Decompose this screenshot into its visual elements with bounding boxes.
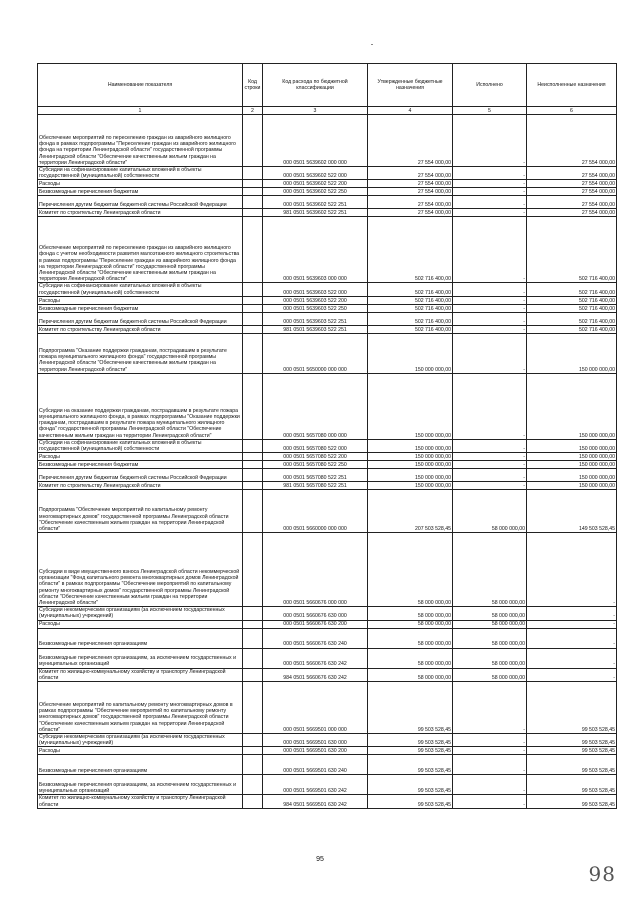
table-row: [38, 439, 617, 452]
row-name: Безвозмездные перечисления организациям: [38, 755, 243, 775]
row-line-code: [243, 296, 263, 304]
row-expense-code: 984 0501 5669501 630 242: [263, 795, 368, 808]
row-name: Подпрограмма "Оказание поддержки гражданам, пострадавшим в результате пожара муниципального жилищного фонда" государственной программы Ленинградской области "Обеспечение качественным жильем граждан на территории Ленинградской области": [38, 333, 243, 373]
row-approved: 58 000 000,00: [368, 533, 453, 607]
scan-speck: [371, 44, 373, 45]
row-name: Перечисления другим бюджетам бюджетной системы Российской Федерации: [38, 196, 243, 209]
row-expense-code: 981 0501 5639603 522 251: [263, 325, 368, 333]
row-executed: -: [453, 209, 527, 217]
row-line-code: [243, 734, 263, 747]
row-line-code: [243, 115, 263, 167]
row-name: Безвозмездные перечисления бюджетам: [38, 304, 243, 312]
row-unexecuted: 99 503 528,45: [527, 682, 617, 734]
row-name: Расходы: [38, 296, 243, 304]
row-line-code: [243, 533, 263, 607]
row-name: Обеспечение мероприятий по капитальному ремонту многоквартирных домов в рамках подпрограммы "Обеспечение мероприятий по капитальному ремонту многоквартирных домов" государственной программы Ленинградской области "Обеспечение качественным жильем граждан на территории Ленинградской области": [38, 682, 243, 734]
report-sheet: [37, 63, 616, 809]
row-executed: 58 000 000,00: [453, 607, 527, 620]
row-approved: 150 000 000,00: [368, 482, 453, 490]
row-expense-code: 000 0501 5657080 522 000: [263, 439, 368, 452]
row-unexecuted: 502 716 400,00: [527, 217, 617, 283]
row-approved: 58 000 000,00: [368, 648, 453, 668]
row-approved: 99 503 528,45: [368, 755, 453, 775]
row-unexecuted: 150 000 000,00: [527, 439, 617, 452]
row-executed: -: [453, 217, 527, 283]
row-executed: -: [453, 167, 527, 180]
row-executed: -: [453, 482, 527, 490]
table-body: [38, 115, 617, 809]
table-row: [38, 312, 617, 325]
row-expense-code: 000 0501 5657080 522 250: [263, 461, 368, 469]
row-name: Подпрограмма "Обеспечение мероприятий по капитальному ремонту многоквартирных домов" государственной программы Ленинградской области "Обеспечение качественным жильем граждан на территории Ленинградской области": [38, 490, 243, 533]
row-line-code: [243, 648, 263, 668]
table-row: [38, 167, 617, 180]
row-line-code: [243, 775, 263, 795]
row-expense-code: 000 0501 5669501 630 200: [263, 747, 368, 755]
row-name: Комитет по жилищно-коммунальному хозяйству и транспорту Ленинградской области: [38, 668, 243, 681]
row-line-code: [243, 461, 263, 469]
row-unexecuted: 27 554 000,00: [527, 115, 617, 167]
row-approved: 27 554 000,00: [368, 180, 453, 188]
row-executed: -: [453, 312, 527, 325]
row-expense-code: 981 0501 5639602 522 251: [263, 209, 368, 217]
row-line-code: [243, 217, 263, 283]
column-number-row: [38, 107, 617, 115]
row-expense-code: 981 0501 5657080 522 251: [263, 482, 368, 490]
row-expense-code: 000 0501 5660676 630 200: [263, 620, 368, 628]
row-name: Субсидии на софинансирование капитальных вложений в объекты государственной (муниципальной) собственности: [38, 439, 243, 452]
table-row: [38, 747, 617, 755]
table-row: [38, 607, 617, 620]
row-name: Обеспечение мероприятий по переселению граждан из аварийного жилищного фонда с учетом необходимости развития малоэтажного жилищного строительства в рамках подпрограммы "Переселение граждан из аварийного жилищного фонда на территории Ленинградской области" государственной программы Ленинградской области "Обеспечение качественным жильем граждан на территории Ленинградской области": [38, 217, 243, 283]
row-expense-code: 000 0501 5660676 630 000: [263, 607, 368, 620]
row-line-code: [243, 628, 263, 648]
row-line-code: [243, 490, 263, 533]
row-name: Обеспечение мероприятий по переселению граждан из аварийного жилищного фонда в рамках подпрограммы "Переселение граждан из аварийного жилищного фонда на территории Ленинградской области" государственной программы Ленинградской области "Обеспечение качественным жильем граждан на территории Ленинградской области": [38, 115, 243, 167]
row-executed: -: [453, 453, 527, 461]
row-approved: 99 503 528,45: [368, 734, 453, 747]
row-expense-code: 000 0501 5639602 522 200: [263, 180, 368, 188]
row-expense-code: 000 0501 5657080 522 200: [263, 453, 368, 461]
table-row: [38, 795, 617, 808]
row-approved: 150 000 000,00: [368, 461, 453, 469]
row-approved: 502 716 400,00: [368, 312, 453, 325]
table-row: [38, 304, 617, 312]
table-row: [38, 469, 617, 482]
row-executed: -: [453, 304, 527, 312]
row-approved: 502 716 400,00: [368, 325, 453, 333]
row-name: Комитет по жилищно-коммунальному хозяйству и транспорту Ленинградской области: [38, 795, 243, 808]
row-line-code: [243, 188, 263, 196]
table-row: [38, 209, 617, 217]
row-line-code: [243, 795, 263, 808]
row-executed: -: [453, 180, 527, 188]
row-unexecuted: 150 000 000,00: [527, 461, 617, 469]
row-executed: -: [453, 682, 527, 734]
table-row: [38, 180, 617, 188]
table-row: [38, 668, 617, 681]
header-expense-code: Код расхода по бюджетной классификации: [263, 64, 368, 107]
row-name: Расходы: [38, 747, 243, 755]
row-expense-code: 000 0501 5650000 000 000: [263, 333, 368, 373]
row-expense-code: 000 0501 5639602 522 251: [263, 196, 368, 209]
header-row: [38, 64, 617, 107]
row-executed: -: [453, 795, 527, 808]
row-approved: 27 554 000,00: [368, 209, 453, 217]
row-unexecuted: 149 503 528,45: [527, 490, 617, 533]
row-approved: 99 503 528,45: [368, 795, 453, 808]
row-unexecuted: 502 716 400,00: [527, 312, 617, 325]
row-expense-code: 000 0501 5657080 000 000: [263, 373, 368, 439]
header-unexecuted: Неисполненные назначения: [527, 64, 617, 107]
table-row: [38, 482, 617, 490]
row-name: Безвозмездные перечисления организациям, за исключением государственных и муниципальных организаций: [38, 648, 243, 668]
row-unexecuted: 502 716 400,00: [527, 325, 617, 333]
row-line-code: [243, 304, 263, 312]
row-approved: 58 000 000,00: [368, 620, 453, 628]
row-approved: 502 716 400,00: [368, 283, 453, 296]
row-executed: -: [453, 325, 527, 333]
row-line-code: [243, 196, 263, 209]
row-expense-code: 000 0501 5639603 522 000: [263, 283, 368, 296]
table-row: [38, 734, 617, 747]
table-row: [38, 188, 617, 196]
row-expense-code: 000 0501 5639602 522 250: [263, 188, 368, 196]
header-line-code: Код строки: [243, 64, 263, 107]
row-unexecuted: 150 000 000,00: [527, 469, 617, 482]
row-line-code: [243, 747, 263, 755]
row-unexecuted: 99 503 528,45: [527, 734, 617, 747]
row-executed: -: [453, 755, 527, 775]
row-line-code: [243, 439, 263, 452]
row-unexecuted: 99 503 528,45: [527, 747, 617, 755]
row-name: Безвозмездные перечисления организациям: [38, 628, 243, 648]
row-name: Расходы: [38, 620, 243, 628]
row-line-code: [243, 209, 263, 217]
row-expense-code: 000 0501 5639603 522 251: [263, 312, 368, 325]
row-executed: -: [453, 747, 527, 755]
row-approved: 27 554 000,00: [368, 188, 453, 196]
row-approved: 27 554 000,00: [368, 167, 453, 180]
row-executed: -: [453, 115, 527, 167]
row-line-code: [243, 469, 263, 482]
row-executed: 58 000 000,00: [453, 668, 527, 681]
row-line-code: [243, 453, 263, 461]
row-expense-code: 000 0501 5669501 630 000: [263, 734, 368, 747]
column-number: 1: [38, 107, 243, 115]
handwritten-page-stamp: 98: [588, 862, 616, 886]
table-row: [38, 775, 617, 795]
row-line-code: [243, 283, 263, 296]
row-unexecuted: 27 554 000,00: [527, 196, 617, 209]
row-approved: 27 554 000,00: [368, 115, 453, 167]
header-name: Наименование показателя: [38, 64, 243, 107]
table-row: [38, 648, 617, 668]
table-row: [38, 682, 617, 734]
page-number: 95: [316, 856, 324, 863]
row-executed: -: [453, 439, 527, 452]
row-executed: -: [453, 283, 527, 296]
row-name: Субсидии в виде имущественного взноса Ленинградской области некоммерческой организации "Фонд капитального ремонта многоквартирных домов Ленинградской области" в рамках подпрограммы "Обеспечение мероприятий по капитальному ремонту многоквартирных домов" государственной программы Ленинградской области "Обеспечение качественным жильем граждан на территории Ленинградской области": [38, 533, 243, 607]
row-executed: 58 000 000,00: [453, 620, 527, 628]
row-unexecuted: 502 716 400,00: [527, 296, 617, 304]
row-expense-code: 000 0501 5669501 630 242: [263, 775, 368, 795]
row-expense-code: 000 0501 5639602 522 000: [263, 167, 368, 180]
column-number: 3: [263, 107, 368, 115]
table-row: [38, 333, 617, 373]
row-line-code: [243, 325, 263, 333]
row-executed: 58 000 000,00: [453, 490, 527, 533]
row-name: Субсидии на оказание поддержки гражданам, пострадавшим в результате пожара муниципального жилищного фонда, в рамках подпрограммы "Оказание поддержки гражданам, пострадавшим в результате пожара муниципального жилищного фонда" государственной программы Ленинградской области "Обеспечение качественным жильем граждан на территории Ленинградской области": [38, 373, 243, 439]
row-name: Комитет по строительству Ленинградской области: [38, 325, 243, 333]
row-executed: -: [453, 188, 527, 196]
row-line-code: [243, 682, 263, 734]
column-number: 4: [368, 107, 453, 115]
row-unexecuted: -: [527, 533, 617, 607]
row-line-code: [243, 668, 263, 681]
table-row: [38, 453, 617, 461]
row-line-code: [243, 620, 263, 628]
row-executed: -: [453, 734, 527, 747]
row-unexecuted: 27 554 000,00: [527, 188, 617, 196]
row-expense-code: 000 0501 5660676 630 240: [263, 628, 368, 648]
row-approved: 58 000 000,00: [368, 607, 453, 620]
row-expense-code: 000 0501 5639602 000 000: [263, 115, 368, 167]
row-unexecuted: 99 503 528,45: [527, 795, 617, 808]
row-approved: 150 000 000,00: [368, 333, 453, 373]
row-unexecuted: 150 000 000,00: [527, 453, 617, 461]
row-unexecuted: -: [527, 607, 617, 620]
row-unexecuted: 150 000 000,00: [527, 373, 617, 439]
header-approved: Утвержденные бюджетные назначения: [368, 64, 453, 107]
row-name: Безвозмездные перечисления организациям, за исключением государственных и муниципальных организаций: [38, 775, 243, 795]
row-approved: 150 000 000,00: [368, 439, 453, 452]
table-row: [38, 628, 617, 648]
row-expense-code: 000 0501 5660676 000 000: [263, 533, 368, 607]
table-row: [38, 217, 617, 283]
row-expense-code: 000 0501 5639603 522 200: [263, 296, 368, 304]
row-name: Субсидии на софинансирование капитальных вложений в объекты государственной (муниципальной) собственности: [38, 283, 243, 296]
row-unexecuted: -: [527, 668, 617, 681]
row-executed: -: [453, 296, 527, 304]
row-name: Перечисления другим бюджетам бюджетной системы Российской Федерации: [38, 312, 243, 325]
row-expense-code: 000 0501 5669501 000 000: [263, 682, 368, 734]
row-line-code: [243, 373, 263, 439]
row-executed: -: [453, 461, 527, 469]
table-row: [38, 325, 617, 333]
row-line-code: [243, 482, 263, 490]
row-approved: 99 503 528,45: [368, 775, 453, 795]
row-expense-code: 000 0501 5669501 630 240: [263, 755, 368, 775]
row-name: Безвозмездные перечисления бюджетам: [38, 461, 243, 469]
table-row: [38, 533, 617, 607]
table-row: [38, 283, 617, 296]
row-unexecuted: -: [527, 648, 617, 668]
row-unexecuted: 27 554 000,00: [527, 167, 617, 180]
row-line-code: [243, 333, 263, 373]
row-unexecuted: 99 503 528,45: [527, 755, 617, 775]
row-name: Субсидии некоммерческим организациям (за исключением государственных (муниципальных) учреждений): [38, 607, 243, 620]
row-approved: 502 716 400,00: [368, 304, 453, 312]
row-name: Комитет по строительству Ленинградской области: [38, 482, 243, 490]
row-approved: 150 000 000,00: [368, 373, 453, 439]
row-name: Расходы: [38, 180, 243, 188]
row-approved: 207 503 528,45: [368, 490, 453, 533]
row-name: Комитет по строительству Ленинградской области: [38, 209, 243, 217]
budget-execution-table: [37, 63, 617, 809]
row-executed: -: [453, 333, 527, 373]
row-approved: 502 716 400,00: [368, 217, 453, 283]
row-expense-code: 000 0501 5639603 522 250: [263, 304, 368, 312]
table-row: [38, 490, 617, 533]
row-approved: 502 716 400,00: [368, 296, 453, 304]
row-unexecuted: 150 000 000,00: [527, 482, 617, 490]
column-number: 6: [527, 107, 617, 115]
table-row: [38, 755, 617, 775]
row-unexecuted: 502 716 400,00: [527, 283, 617, 296]
row-unexecuted: 502 716 400,00: [527, 304, 617, 312]
row-line-code: [243, 167, 263, 180]
row-executed: -: [453, 775, 527, 795]
table-row: [38, 296, 617, 304]
row-approved: 99 503 528,45: [368, 747, 453, 755]
row-name: Безвозмездные перечисления бюджетам: [38, 188, 243, 196]
row-executed: -: [453, 196, 527, 209]
row-executed: 58 000 000,00: [453, 533, 527, 607]
column-number: 5: [453, 107, 527, 115]
row-line-code: [243, 755, 263, 775]
row-name: Субсидии некоммерческим организациям (за исключением государственных (муниципальных) учреждений): [38, 734, 243, 747]
row-unexecuted: 99 503 528,45: [527, 775, 617, 795]
row-expense-code: 984 0501 5660676 630 242: [263, 668, 368, 681]
row-name: Перечисления другим бюджетам бюджетной системы Российской Федерации: [38, 469, 243, 482]
row-approved: 150 000 000,00: [368, 453, 453, 461]
row-line-code: [243, 180, 263, 188]
row-unexecuted: 27 554 000,00: [527, 209, 617, 217]
table-row: [38, 620, 617, 628]
row-approved: 58 000 000,00: [368, 628, 453, 648]
row-executed: -: [453, 373, 527, 439]
table-row: [38, 196, 617, 209]
row-executed: -: [453, 469, 527, 482]
row-unexecuted: 27 554 000,00: [527, 180, 617, 188]
row-unexecuted: -: [527, 620, 617, 628]
row-expense-code: 000 0501 5660000 000 000: [263, 490, 368, 533]
row-approved: 99 503 528,45: [368, 682, 453, 734]
row-executed: 58 000 000,00: [453, 628, 527, 648]
row-expense-code: 000 0501 5639603 000 000: [263, 217, 368, 283]
row-name: Расходы: [38, 453, 243, 461]
row-line-code: [243, 607, 263, 620]
row-line-code: [243, 312, 263, 325]
row-unexecuted: -: [527, 628, 617, 648]
row-executed: 58 000 000,00: [453, 648, 527, 668]
row-expense-code: 000 0501 5657080 522 251: [263, 469, 368, 482]
table-row: [38, 115, 617, 167]
row-name: Субсидии на софинансирование капитальных вложений в объекты государственной (муниципальной) собственности: [38, 167, 243, 180]
row-unexecuted: 150 000 000,00: [527, 333, 617, 373]
row-approved: 150 000 000,00: [368, 469, 453, 482]
row-approved: 58 000 000,00: [368, 668, 453, 681]
row-approved: 27 554 000,00: [368, 196, 453, 209]
table-row: [38, 373, 617, 439]
row-expense-code: 000 0501 5660676 630 242: [263, 648, 368, 668]
table-row: [38, 461, 617, 469]
column-number: 2: [243, 107, 263, 115]
header-executed: Исполнено: [453, 64, 527, 107]
